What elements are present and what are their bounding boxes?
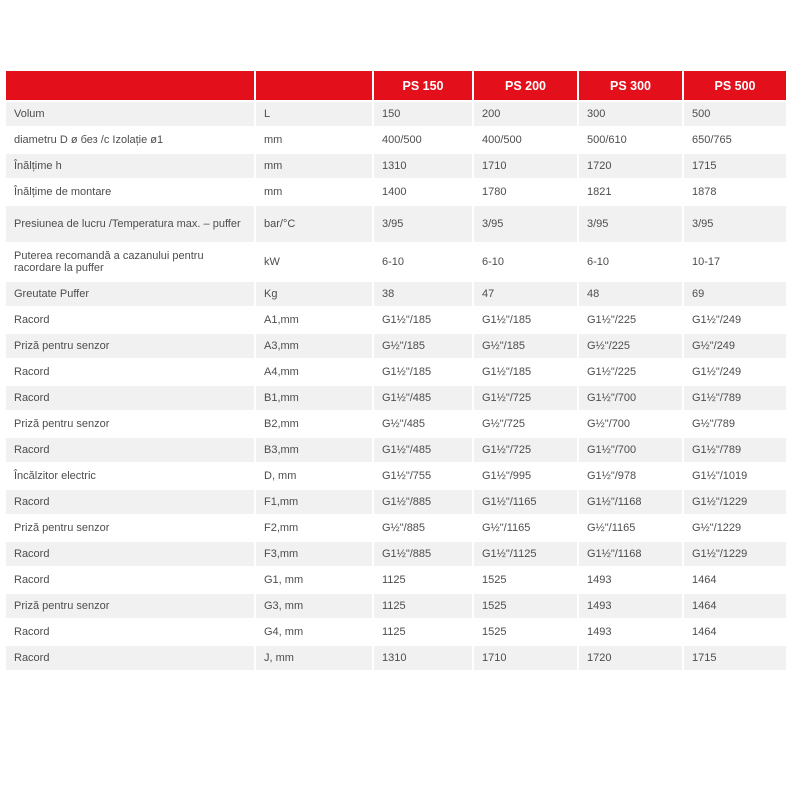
value-ps500: G½"/249 — [682, 332, 786, 358]
row-unit: F3,mm — [254, 540, 372, 566]
value-ps500: 3/95 — [682, 204, 786, 242]
row-unit: F1,mm — [254, 488, 372, 514]
row-label: diametru D ø без /с Izolație ø1 — [6, 126, 254, 152]
value-ps300: 300 — [577, 100, 682, 126]
row-label: Priză pentru senzor — [6, 592, 254, 618]
table-row — [6, 242, 786, 280]
row-unit: mm — [254, 152, 372, 178]
value-ps300: G½"/700 — [577, 410, 682, 436]
value-ps300: G1½"/700 — [577, 384, 682, 410]
value-ps500: 1464 — [682, 566, 786, 592]
table-row — [6, 462, 786, 488]
row-label: Racord — [6, 488, 254, 514]
value-ps150: G1½"/485 — [372, 436, 472, 462]
row-unit: B1,mm — [254, 384, 372, 410]
header-cell-ps300: PS 300 — [577, 71, 682, 100]
table-row — [6, 178, 786, 204]
row-unit: mm — [254, 178, 372, 204]
value-ps300: 1493 — [577, 566, 682, 592]
value-ps500: 69 — [682, 280, 786, 306]
value-ps300: G1½"/225 — [577, 306, 682, 332]
row-label: Priză pentru senzor — [6, 410, 254, 436]
value-ps200: G½"/185 — [472, 332, 577, 358]
row-unit: G3, mm — [254, 592, 372, 618]
table-row — [6, 514, 786, 540]
value-ps300: 6-10 — [577, 242, 682, 280]
table-row — [6, 618, 786, 644]
value-ps200: G1½"/185 — [472, 358, 577, 384]
value-ps200: G1½"/725 — [472, 436, 577, 462]
value-ps200: 200 — [472, 100, 577, 126]
value-ps200: 1525 — [472, 618, 577, 644]
value-ps200: G1½"/995 — [472, 462, 577, 488]
header-row — [6, 71, 786, 100]
table-row — [6, 280, 786, 306]
value-ps500: G1½"/789 — [682, 384, 786, 410]
value-ps300: 1493 — [577, 618, 682, 644]
value-ps500: G1½"/789 — [682, 436, 786, 462]
table-row — [6, 100, 786, 126]
row-label: Racord — [6, 540, 254, 566]
value-ps500: G1½"/249 — [682, 358, 786, 384]
value-ps500: 650/765 — [682, 126, 786, 152]
row-label: Racord — [6, 306, 254, 332]
header-cell-ps150: PS 150 — [372, 71, 472, 100]
value-ps300: 3/95 — [577, 204, 682, 242]
header-cell-unit — [254, 71, 372, 100]
value-ps300: 1821 — [577, 178, 682, 204]
row-label: Presiunea de lucru /Temperatura max. – puffer — [6, 204, 254, 242]
value-ps200: 1710 — [472, 152, 577, 178]
row-label: Înălțime h — [6, 152, 254, 178]
value-ps200: 1780 — [472, 178, 577, 204]
value-ps500: 1878 — [682, 178, 786, 204]
value-ps500: G1½"/1229 — [682, 488, 786, 514]
value-ps300: G1½"/978 — [577, 462, 682, 488]
value-ps200: 1525 — [472, 592, 577, 618]
value-ps300: 1720 — [577, 152, 682, 178]
value-ps500: G½"/789 — [682, 410, 786, 436]
value-ps200: G1½"/185 — [472, 306, 577, 332]
row-unit: bar/°C — [254, 204, 372, 242]
table-row — [6, 566, 786, 592]
value-ps200: G½"/1165 — [472, 514, 577, 540]
value-ps150: G½"/185 — [372, 332, 472, 358]
value-ps150: G1½"/885 — [372, 540, 472, 566]
row-label: Racord — [6, 566, 254, 592]
row-unit: B3,mm — [254, 436, 372, 462]
table-row — [6, 152, 786, 178]
value-ps300: G1½"/1168 — [577, 488, 682, 514]
header-cell-label — [6, 71, 254, 100]
table-row — [6, 306, 786, 332]
row-unit: D, mm — [254, 462, 372, 488]
row-unit: A3,mm — [254, 332, 372, 358]
value-ps150: 1125 — [372, 566, 472, 592]
value-ps150: G1½"/485 — [372, 384, 472, 410]
row-label: Racord — [6, 618, 254, 644]
table-row — [6, 410, 786, 436]
header-cell-ps500: PS 500 — [682, 71, 786, 100]
value-ps150: 1125 — [372, 592, 472, 618]
value-ps300: G1½"/225 — [577, 358, 682, 384]
row-unit: A4,mm — [254, 358, 372, 384]
value-ps300: G1½"/1168 — [577, 540, 682, 566]
row-label: Racord — [6, 358, 254, 384]
table-row — [6, 384, 786, 410]
value-ps200: G1½"/1165 — [472, 488, 577, 514]
value-ps150: G1½"/755 — [372, 462, 472, 488]
value-ps500: 1715 — [682, 644, 786, 670]
row-unit: L — [254, 100, 372, 126]
table-row — [6, 540, 786, 566]
value-ps150: G1½"/185 — [372, 306, 472, 332]
value-ps500: 10-17 — [682, 242, 786, 280]
row-label: Încălzitor electric — [6, 462, 254, 488]
row-label: Volum — [6, 100, 254, 126]
row-label: Puterea recomandă a cazanului pentru racordare la puffer — [6, 242, 254, 280]
value-ps200: 1710 — [472, 644, 577, 670]
value-ps200: 1525 — [472, 566, 577, 592]
table-row — [6, 358, 786, 384]
value-ps500: 1464 — [682, 592, 786, 618]
value-ps150: 1125 — [372, 618, 472, 644]
row-unit: G4, mm — [254, 618, 372, 644]
row-unit: mm — [254, 126, 372, 152]
header-cell-ps200: PS 200 — [472, 71, 577, 100]
row-unit: B2,mm — [254, 410, 372, 436]
value-ps200: G½"/725 — [472, 410, 577, 436]
value-ps300: 500/610 — [577, 126, 682, 152]
value-ps300: G½"/225 — [577, 332, 682, 358]
value-ps300: 1493 — [577, 592, 682, 618]
value-ps150: G1½"/885 — [372, 488, 472, 514]
row-unit: kW — [254, 242, 372, 280]
row-label: Racord — [6, 436, 254, 462]
value-ps300: G½"/1165 — [577, 514, 682, 540]
row-label: Racord — [6, 384, 254, 410]
table-row — [6, 436, 786, 462]
value-ps150: 3/95 — [372, 204, 472, 242]
row-unit: F2,mm — [254, 514, 372, 540]
value-ps500: G1½"/1229 — [682, 540, 786, 566]
row-label: Priză pentru senzor — [6, 514, 254, 540]
value-ps200: 3/95 — [472, 204, 577, 242]
value-ps150: 1310 — [372, 644, 472, 670]
table-row — [6, 488, 786, 514]
table-row — [6, 332, 786, 358]
value-ps500: G1½"/249 — [682, 306, 786, 332]
table-row — [6, 204, 786, 242]
value-ps200: G1½"/725 — [472, 384, 577, 410]
value-ps500: G1½"/1019 — [682, 462, 786, 488]
row-unit: J, mm — [254, 644, 372, 670]
value-ps150: 6-10 — [372, 242, 472, 280]
spec-table — [6, 71, 786, 670]
row-label: Racord — [6, 644, 254, 670]
value-ps300: G1½"/700 — [577, 436, 682, 462]
value-ps500: 500 — [682, 100, 786, 126]
value-ps500: G½"/1229 — [682, 514, 786, 540]
row-unit: G1, mm — [254, 566, 372, 592]
value-ps150: G1½"/185 — [372, 358, 472, 384]
value-ps150: 400/500 — [372, 126, 472, 152]
value-ps150: 1400 — [372, 178, 472, 204]
value-ps500: 1715 — [682, 152, 786, 178]
table-row — [6, 126, 786, 152]
table-row — [6, 644, 786, 670]
row-unit: Kg — [254, 280, 372, 306]
table-body — [6, 100, 786, 670]
row-unit: A1,mm — [254, 306, 372, 332]
value-ps150: 38 — [372, 280, 472, 306]
value-ps500: 1464 — [682, 618, 786, 644]
value-ps300: 1720 — [577, 644, 682, 670]
value-ps200: 47 — [472, 280, 577, 306]
row-label: Greutate Puffer — [6, 280, 254, 306]
table-row — [6, 592, 786, 618]
value-ps200: G1½"/1125 — [472, 540, 577, 566]
value-ps300: 48 — [577, 280, 682, 306]
value-ps150: 150 — [372, 100, 472, 126]
value-ps200: 6-10 — [472, 242, 577, 280]
value-ps150: G½"/885 — [372, 514, 472, 540]
value-ps150: 1310 — [372, 152, 472, 178]
value-ps150: G½"/485 — [372, 410, 472, 436]
row-label: Priză pentru senzor — [6, 332, 254, 358]
row-label: Înălțime de montare — [6, 178, 254, 204]
value-ps200: 400/500 — [472, 126, 577, 152]
